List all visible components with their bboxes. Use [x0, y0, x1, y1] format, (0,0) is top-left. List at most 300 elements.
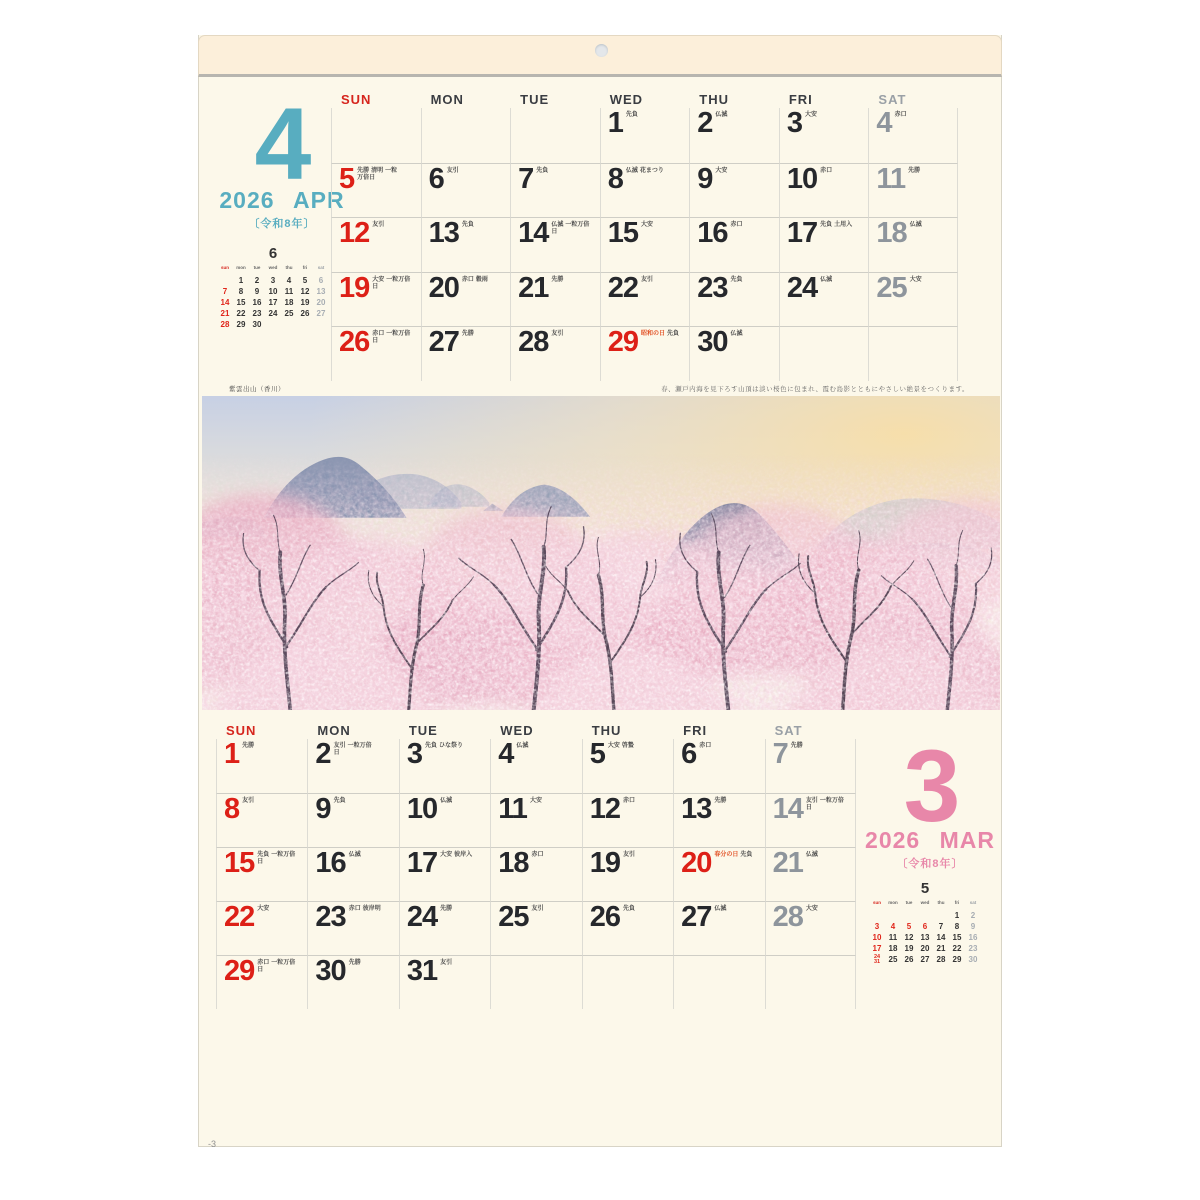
- mini-calendar-grid: [215, 264, 331, 330]
- mini-weekday-header: sun: [872, 900, 881, 905]
- photo-cherry-blossoms-seto-inland-sea: [202, 396, 1000, 710]
- day-note: 一粒万倍日: [372, 276, 411, 290]
- mini-empty: [885, 910, 901, 921]
- day-number: 17: [406, 847, 438, 879]
- day-notes: [895, 112, 941, 119]
- mini-day: 14: [220, 298, 230, 307]
- day-notes: [257, 960, 303, 974]
- day-notes: [242, 743, 288, 750]
- mini-empty: [869, 910, 885, 921]
- day-number: 26: [589, 901, 620, 933]
- day-number: 31: [406, 955, 438, 987]
- day-cell: [689, 326, 779, 381]
- mini-day: 10: [268, 287, 278, 296]
- mini-calendar-june: [215, 245, 331, 330]
- mini-weekday-header: fri: [954, 900, 960, 905]
- day-cell: [399, 901, 490, 955]
- day-number: 30: [315, 955, 346, 987]
- mini-day: 19: [904, 944, 914, 953]
- day-notes: [440, 852, 486, 859]
- day-note: 大安: [805, 906, 818, 912]
- day-cell: [399, 739, 490, 793]
- day-number: 2: [315, 738, 331, 770]
- day-note: 先勝: [551, 276, 564, 283]
- day-number: 1: [607, 107, 623, 139]
- day-number: 9: [697, 162, 713, 195]
- day-cell: [331, 326, 421, 381]
- day-cell: [510, 217, 600, 272]
- day-note: 先負: [820, 222, 833, 229]
- day-notes: [372, 222, 418, 229]
- mini-day: 3: [270, 276, 276, 285]
- day-note: 一粒万倍日: [805, 798, 844, 811]
- march-big-number: 3: [903, 729, 959, 843]
- mini-weekday-header: sun: [220, 265, 229, 270]
- mini-day: 28: [220, 320, 230, 329]
- mini-day: 18: [284, 298, 294, 307]
- day-notes: [806, 798, 852, 812]
- weekday-header: SAT: [878, 92, 907, 107]
- day-notes: [623, 852, 669, 859]
- day-number: 20: [428, 271, 459, 304]
- day-notes: [440, 798, 486, 805]
- calendar-sheet: [198, 35, 1002, 1147]
- day-note: 大安: [440, 852, 453, 858]
- day-cell: [673, 739, 764, 793]
- day-notes: [551, 331, 597, 338]
- day-cell: [490, 847, 581, 901]
- april-era-label: 〔令和8年〕: [248, 218, 316, 230]
- day-cell: [216, 955, 307, 1009]
- mini-day: 1: [954, 911, 960, 920]
- day-note: 春分の日: [714, 852, 739, 858]
- mini-day: 27: [920, 955, 930, 964]
- weekday-header: MON: [317, 723, 351, 738]
- day-note: 先負: [730, 276, 743, 283]
- day-notes: [641, 222, 687, 229]
- mini-day: 17: [872, 944, 882, 953]
- day-cell: [868, 108, 958, 163]
- day-cell: [421, 217, 511, 272]
- day-cell: [399, 955, 490, 1009]
- day-notes: [334, 743, 380, 757]
- day-notes: [425, 743, 471, 750]
- day-cell: [510, 272, 600, 327]
- day-number: 29: [224, 955, 255, 987]
- day-number: 4: [876, 107, 892, 139]
- mini-weekday-header: sat: [969, 900, 977, 905]
- mini-day: 11: [888, 933, 898, 942]
- hanger-strip: [198, 35, 1002, 77]
- empty-cell: [765, 955, 856, 1009]
- day-note: 仏滅: [805, 852, 818, 858]
- mini-day: 5: [906, 922, 912, 931]
- weekday-header: TUE: [408, 723, 438, 738]
- weekday-header: FRI: [788, 92, 813, 107]
- april-calendar-grid: [331, 92, 958, 381]
- mini-weekday-header: thu: [285, 265, 293, 270]
- mini-day: 18: [888, 944, 898, 953]
- mini-day: 12: [904, 933, 914, 942]
- day-number: 20: [681, 847, 712, 879]
- day-notes: [349, 852, 395, 859]
- mini-day: 4: [890, 922, 896, 931]
- day-note: 友引: [446, 167, 459, 174]
- april-big-number: 4: [254, 87, 310, 201]
- day-note: 赤口: [531, 852, 544, 858]
- empty-cell: [490, 955, 581, 1009]
- day-number: 30: [697, 326, 728, 359]
- day-notes: [714, 906, 760, 913]
- day-notes: [447, 168, 493, 175]
- day-note: 先勝: [908, 167, 921, 174]
- weekday-header: WED: [609, 92, 644, 107]
- mini-day: 11: [284, 287, 294, 296]
- mini-weekday-header: mon: [236, 265, 246, 270]
- empty-cell: [331, 108, 421, 163]
- day-number: 8: [607, 162, 623, 195]
- day-number: 12: [589, 793, 620, 825]
- mini-empty: [933, 910, 949, 921]
- day-cell: [600, 272, 690, 327]
- day-notes: [820, 222, 866, 229]
- day-notes: [462, 277, 508, 284]
- day-notes: [908, 168, 954, 175]
- march-era-label: 〔令和8年〕: [896, 858, 964, 870]
- day-cell: [490, 793, 581, 847]
- day-note: 友引: [622, 852, 635, 858]
- day-number: 18: [498, 847, 529, 879]
- day-note: 赤口: [461, 276, 474, 283]
- day-note: 仏滅: [820, 276, 833, 283]
- day-note: 仏滅: [440, 798, 453, 804]
- day-cell: [421, 163, 511, 218]
- day-note: 先負: [424, 743, 437, 749]
- mini-day: 10: [872, 933, 882, 942]
- mini-day: 15: [236, 298, 246, 307]
- day-notes: [608, 743, 654, 750]
- day-note: 一粒万倍日: [333, 743, 372, 756]
- day-notes: [257, 852, 303, 866]
- weekday-header: SAT: [774, 723, 803, 738]
- weekday-header: THU: [591, 723, 622, 738]
- day-notes: [641, 277, 687, 284]
- mini-weekday-header: tue: [905, 900, 913, 905]
- day-note: 一粒万倍日: [551, 222, 590, 236]
- day-note: 赤口: [894, 112, 907, 118]
- day-note: 一粒万倍日: [257, 852, 296, 865]
- day-number: 29: [607, 326, 638, 359]
- day-note: 赤口: [699, 743, 712, 749]
- day-cell: [689, 163, 779, 218]
- weekday-header: FRI: [683, 723, 708, 738]
- day-note: 先負: [625, 112, 638, 118]
- mini-empty: [917, 910, 933, 921]
- day-number: 8: [224, 793, 240, 825]
- day-notes: [349, 960, 395, 967]
- day-notes: [349, 906, 395, 913]
- weekday-header: WED: [500, 723, 534, 738]
- day-note: 先負: [666, 331, 679, 338]
- mini-day: 16: [968, 933, 978, 942]
- day-cell: [421, 326, 511, 381]
- day-note: 大安: [607, 743, 620, 749]
- day-number: 5: [339, 162, 355, 195]
- day-note: 仏滅: [625, 167, 638, 174]
- day-cell: [600, 163, 690, 218]
- day-number: 14: [518, 217, 549, 250]
- day-number: 19: [589, 847, 620, 879]
- day-notes: [242, 798, 288, 805]
- day-notes: [715, 112, 761, 119]
- day-note: 大安: [257, 906, 270, 912]
- day-number: 24: [786, 271, 818, 304]
- day-cell: [779, 272, 869, 327]
- mini-day: 2: [970, 911, 976, 920]
- day-number: 25: [498, 901, 529, 933]
- day-cell: [490, 901, 581, 955]
- mini-day: 20: [316, 298, 326, 307]
- mini-weekday-header: fri: [302, 265, 308, 270]
- day-note: 彼岸入: [454, 852, 473, 858]
- day-note: 先負: [740, 852, 753, 858]
- mini-day: 27: [316, 309, 326, 318]
- day-notes: [623, 906, 669, 913]
- day-cell: [868, 163, 958, 218]
- day-cell: [673, 793, 764, 847]
- mini-empty: [297, 319, 313, 330]
- day-notes: [805, 112, 851, 119]
- mini-day: 6: [922, 922, 928, 931]
- page-number: -3: [208, 1139, 217, 1149]
- day-notes: [530, 798, 576, 805]
- day-cell: [490, 739, 581, 793]
- day-number: 15: [224, 847, 255, 879]
- day-note: 友引: [805, 798, 818, 804]
- day-cell: [689, 272, 779, 327]
- photo-caption-description: 春、瀬戸内海を見下ろす山頂は淡い桜色に包まれ、霞む島影とともにやさしい絶景をつくります。: [661, 386, 969, 393]
- day-note: 先負: [622, 906, 635, 912]
- april-year-month-label: 2026 APR: [219, 187, 345, 213]
- day-number: 10: [786, 162, 818, 195]
- mini-weekday-header: wed: [920, 900, 930, 905]
- mini-weekday-header: wed: [268, 265, 278, 270]
- day-cell: [421, 272, 511, 327]
- mini-day: 8: [954, 922, 960, 931]
- day-number: 14: [772, 793, 803, 825]
- mini-day: 19: [300, 298, 310, 307]
- day-number: 23: [315, 901, 346, 933]
- mini-day: 6: [318, 276, 324, 285]
- day-note: 仏滅: [730, 331, 743, 338]
- day-notes: [372, 277, 418, 291]
- weekday-header: MON: [430, 92, 464, 107]
- day-note: 先勝: [440, 906, 453, 912]
- day-note: 大安: [372, 276, 385, 283]
- day-number: 27: [428, 326, 459, 359]
- mini-day: 7: [938, 922, 944, 931]
- mini-day: 22: [952, 944, 962, 953]
- day-number: 24: [406, 901, 438, 933]
- day-notes: [623, 798, 669, 805]
- day-notes: [731, 277, 777, 284]
- day-note: 大安: [715, 167, 728, 174]
- day-notes: [806, 906, 852, 913]
- day-number: 16: [315, 847, 346, 879]
- mini-weekday-header: tue: [253, 265, 261, 270]
- day-number: 5: [589, 738, 605, 770]
- day-number: 4: [498, 738, 514, 770]
- day-note: 仏滅: [551, 222, 564, 229]
- day-note: 友引: [242, 798, 255, 804]
- mini-weekday-header: sat: [317, 265, 325, 270]
- mini-day: 7: [222, 287, 228, 296]
- day-number: 9: [315, 793, 331, 825]
- mini-day: 4: [286, 276, 292, 285]
- day-notes: [699, 743, 745, 750]
- day-cell: [399, 793, 490, 847]
- mini-day: 14: [936, 933, 946, 942]
- mini-weekday-header: mon: [888, 900, 898, 905]
- mini-calendar-may: [867, 880, 983, 965]
- day-cell: [779, 163, 869, 218]
- day-note: 穀雨: [475, 276, 488, 283]
- mini-day: 8: [238, 287, 244, 296]
- mini-day: 15: [952, 933, 962, 942]
- day-number: 7: [518, 162, 534, 195]
- mini-calendar-grid: [867, 899, 983, 965]
- day-number: 13: [681, 793, 712, 825]
- mini-calendar-title: 5: [920, 880, 930, 897]
- mini-day: 16: [252, 298, 262, 307]
- day-note: 先負: [333, 798, 346, 804]
- day-cell: [307, 793, 398, 847]
- day-note: 赤口: [372, 331, 385, 338]
- day-number: 23: [697, 271, 728, 304]
- day-cell: [307, 901, 398, 955]
- day-number: 19: [339, 271, 370, 304]
- day-note: 友引: [372, 222, 385, 229]
- day-cell: [689, 217, 779, 272]
- day-note: 土用入: [834, 222, 853, 229]
- mini-day: 21: [936, 944, 946, 953]
- day-notes: [440, 906, 486, 913]
- day-notes: [551, 277, 597, 284]
- weekday-header: THU: [699, 92, 729, 107]
- day-cell: [307, 955, 398, 1009]
- day-cell: [765, 739, 856, 793]
- day-cell: [582, 901, 673, 955]
- day-note: 一粒万倍日: [357, 167, 398, 181]
- day-number: 26: [339, 326, 370, 359]
- day-note: 先勝: [348, 960, 361, 966]
- day-notes: [372, 331, 418, 345]
- day-number: 25: [876, 271, 907, 304]
- day-cell: [582, 847, 673, 901]
- mini-day: 13: [316, 287, 326, 296]
- day-cell: [331, 217, 421, 272]
- mini-empty: [217, 275, 233, 286]
- day-cell: [307, 847, 398, 901]
- day-number: 15: [607, 217, 638, 250]
- mini-day: 21: [220, 309, 230, 318]
- empty-cell: [673, 955, 764, 1009]
- mini-day: 26: [904, 955, 914, 964]
- mini-day: 9: [254, 287, 260, 296]
- day-cell: [600, 326, 690, 381]
- mini-day: 20: [920, 944, 930, 953]
- day-notes: [257, 906, 303, 913]
- day-number: 28: [518, 326, 549, 359]
- day-note: 赤口: [622, 798, 635, 804]
- mini-day: 13: [920, 933, 930, 942]
- day-number: 6: [428, 162, 444, 195]
- day-note: 大安: [529, 798, 542, 804]
- mini-day: 1: [238, 276, 244, 285]
- day-cell: [510, 326, 600, 381]
- day-notes: [806, 852, 852, 859]
- mini-day: 2: [254, 276, 260, 285]
- day-number: 21: [518, 271, 549, 304]
- mini-day: 22: [236, 309, 246, 318]
- day-notes: [516, 743, 562, 750]
- day-notes: [626, 112, 672, 119]
- empty-cell: [582, 955, 673, 1009]
- day-note: 赤口: [348, 906, 361, 912]
- day-number: 27: [681, 901, 712, 933]
- day-note: 先負: [536, 167, 549, 174]
- day-note: 仏滅: [348, 852, 361, 858]
- day-number: 22: [224, 901, 255, 933]
- day-note: 大安: [909, 276, 922, 283]
- day-notes: [731, 222, 777, 229]
- day-notes: [532, 852, 578, 859]
- day-cell: [868, 272, 958, 327]
- mini-day: 5: [302, 276, 308, 285]
- mini-day: 29: [236, 320, 246, 329]
- day-note: ひな祭り: [439, 743, 464, 749]
- day-note: 先勝: [461, 331, 474, 338]
- empty-cell: [510, 108, 600, 163]
- day-note: 先勝: [790, 743, 803, 749]
- day-cell: [673, 901, 764, 955]
- day-cell: [600, 217, 690, 272]
- weekday-header: SUN: [226, 723, 257, 738]
- day-number: 17: [786, 217, 818, 250]
- mini-day: 25: [888, 955, 898, 964]
- mini-day: 28: [936, 955, 946, 964]
- mini-day: 24: [268, 309, 278, 318]
- day-note: 友引: [531, 906, 544, 912]
- march-year-month-label: 2026 MAR: [865, 827, 995, 853]
- day-cell: [600, 108, 690, 163]
- day-note: 昭和の日: [640, 331, 665, 338]
- empty-cell: [868, 326, 958, 381]
- day-number: 16: [697, 217, 728, 250]
- day-notes: [820, 168, 866, 175]
- day-number: 10: [406, 793, 438, 825]
- day-cell: [868, 217, 958, 272]
- day-note: 友引: [440, 960, 453, 966]
- mini-empty: [313, 319, 329, 330]
- day-number: 3: [786, 107, 802, 139]
- day-note: 赤口: [820, 167, 833, 174]
- day-note: 先勝: [714, 798, 727, 804]
- photo-blossom-highlights: [202, 436, 1000, 710]
- day-note: 仏滅: [909, 222, 922, 229]
- day-note: 赤口: [730, 222, 743, 229]
- day-cell: [216, 793, 307, 847]
